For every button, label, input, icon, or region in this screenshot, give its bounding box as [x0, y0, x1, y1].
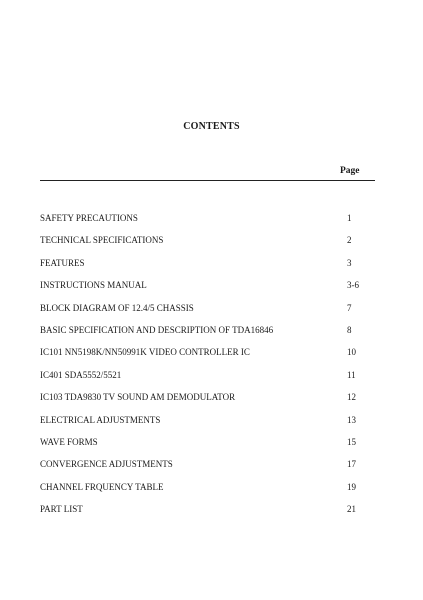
- toc-entry-page: 10: [347, 347, 356, 358]
- toc-entry-label: FEATURES: [40, 257, 85, 268]
- toc-entry-label: CONVERGENCE ADJUSTMENTS: [40, 459, 173, 470]
- toc-entry-label: TECHNICAL SPECIFICATIONS: [40, 235, 164, 246]
- toc-entry-label: SAFETY PRECAUTIONS: [40, 213, 138, 223]
- toc-entry: [40, 502, 375, 524]
- toc-entry: [40, 301, 375, 323]
- toc-entry: [40, 390, 375, 412]
- toc-entry-page: 21: [347, 504, 356, 515]
- header-divider: [40, 180, 375, 181]
- toc-entry: [40, 413, 375, 435]
- toc-entry-label: WAVE FORMS: [40, 436, 98, 447]
- toc-entry-page: 2: [347, 235, 352, 246]
- toc-entry: [40, 368, 375, 390]
- toc-entry-page: 7: [347, 302, 352, 313]
- toc-entry-page: 11: [347, 369, 356, 380]
- toc-entry-page: 19: [347, 481, 356, 492]
- toc-entry-page: 1: [347, 213, 352, 223]
- toc-entry-page: 8: [347, 324, 352, 335]
- toc-entry-label: ELECTRICAL ADJUSTMENTS: [40, 414, 161, 425]
- toc-entry: [40, 480, 375, 502]
- toc-entry-label: BASIC SPECIFICATION AND DESCRIPTION OF TDA16846: [40, 324, 274, 335]
- toc-entry: [40, 457, 375, 479]
- toc-entry-label: BLOCK DIAGRAM OF 12.4/5 CHASSIS: [40, 302, 194, 313]
- toc-entry-label: IC101 NN5198K/NN50991K VIDEO CONTROLLER IC: [40, 347, 250, 358]
- toc-entry: [40, 278, 375, 300]
- toc-entry: [40, 345, 375, 367]
- toc-entry: [40, 323, 375, 345]
- toc-entry-label: IC103 TDA9830 TV SOUND AM DEMODULATOR: [40, 392, 236, 403]
- toc-entry-label: PART LIST: [40, 504, 83, 515]
- toc-entry: [40, 233, 375, 255]
- toc-entry-label: CHANNEL FRQUENCY TABLE: [40, 481, 164, 492]
- toc-entry-label: INSTRUCTIONS MANUAL: [40, 280, 147, 291]
- toc-entry: [40, 435, 375, 457]
- toc-entry-page: 17: [347, 459, 356, 470]
- toc-entry-page: 15: [347, 436, 356, 447]
- toc-entry-page: 13: [347, 414, 356, 425]
- table-of-contents: [40, 211, 375, 524]
- toc-entry-page: 3-6: [347, 280, 359, 291]
- toc-entry: [40, 211, 375, 233]
- contents-title: CONTENTS: [183, 121, 240, 132]
- page-column-header: Page: [340, 166, 360, 176]
- toc-entry-page: 12: [347, 392, 356, 403]
- toc-entry-label: IC401 SDA5552/5521: [40, 369, 122, 380]
- toc-entry-page: 3: [347, 257, 352, 268]
- toc-entry: [40, 256, 375, 278]
